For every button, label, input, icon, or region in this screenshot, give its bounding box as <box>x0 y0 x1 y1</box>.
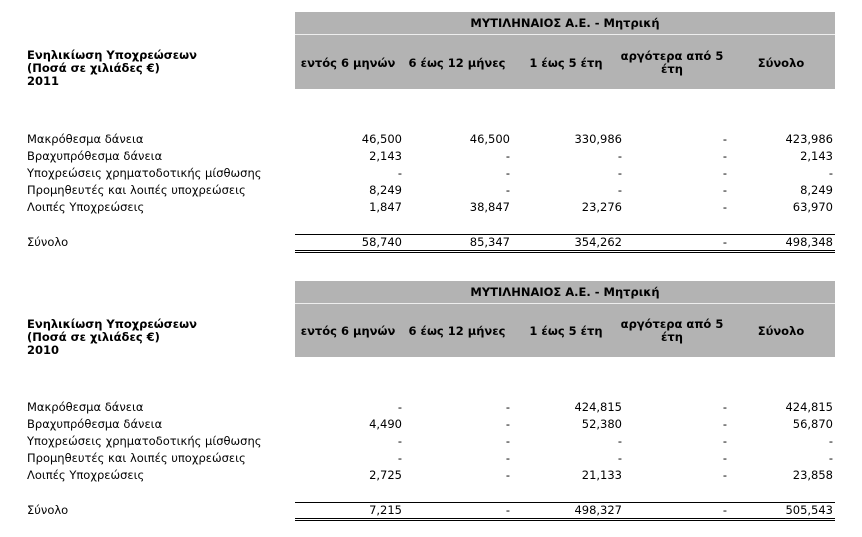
liabilities-table-2011 <box>0 12 862 252</box>
cell: - <box>617 149 622 163</box>
cell: - <box>828 166 833 180</box>
liabilities-table-2010 <box>0 281 862 521</box>
cell: - <box>722 166 727 180</box>
column-header-total: Σύνολο <box>757 56 805 70</box>
column-header-total: Σύνολο <box>757 324 805 338</box>
cell: - <box>722 149 727 163</box>
total-cell: - <box>722 503 727 517</box>
total-cell: 58,740 <box>361 235 402 249</box>
cell: - <box>722 400 727 414</box>
table-row <box>0 450 862 467</box>
cell: - <box>617 183 622 197</box>
cell: - <box>617 434 622 448</box>
cell: - <box>722 183 727 197</box>
cell: 2,725 <box>369 468 402 482</box>
cell: 56,870 <box>792 417 833 431</box>
cell: - <box>722 451 727 465</box>
cell: - <box>617 451 622 465</box>
cell: 8,249 <box>800 183 833 197</box>
table-title <box>27 318 197 357</box>
cell: 4,490 <box>369 417 402 431</box>
cell: - <box>722 132 727 146</box>
cell: 1,847 <box>369 200 402 214</box>
table-row <box>0 131 862 148</box>
cell: - <box>505 183 510 197</box>
cell: - <box>828 434 833 448</box>
table-row <box>0 148 862 165</box>
cell: 21,133 <box>581 468 622 482</box>
company-header: ΜΥΤΙΛΗΝΑΙΟΣ Α.Ε. - Μητρική <box>470 16 660 30</box>
cell: - <box>505 434 510 448</box>
cell: 424,815 <box>574 400 622 414</box>
company-header: ΜΥΤΙΛΗΝΑΙΟΣ Α.Ε. - Μητρική <box>470 285 660 299</box>
cell: - <box>505 468 510 482</box>
cell: 46,500 <box>361 132 402 146</box>
total-cell: 498,348 <box>785 235 833 249</box>
column-header-within-6-months: εντός 6 μηνών <box>300 324 396 338</box>
table-title <box>27 49 197 88</box>
cell: - <box>828 451 833 465</box>
total-cell: - <box>722 235 727 249</box>
row-label: Υποχρεώσεις χρηματοδοτικής μίσθωσης <box>27 166 262 180</box>
title-year: 2011 <box>27 74 60 88</box>
header-divider <box>295 303 835 304</box>
cell: 2,143 <box>369 149 402 163</box>
total-cell: 7,215 <box>369 503 402 517</box>
row-label: Βραχυπρόθεσμα δάνεια <box>27 149 163 163</box>
row-label: Βραχυπρόθεσμα δάνεια <box>27 417 163 431</box>
cell: 330,986 <box>574 132 622 146</box>
title-line-1: Ενηλικίωση Υποχρεώσεων <box>27 317 197 331</box>
total-cell: 505,543 <box>785 503 833 517</box>
row-label: Προμηθευτές και λοιπές υποχρεώσεις <box>27 451 246 465</box>
header-divider <box>295 34 835 35</box>
total-double-rule-1 <box>295 518 835 519</box>
cell: 52,380 <box>581 417 622 431</box>
cell: 46,500 <box>469 132 510 146</box>
total-label: Σύνολο <box>27 503 69 517</box>
total-cell: 498,327 <box>574 503 622 517</box>
total-double-rule-2 <box>295 520 835 521</box>
column-header-6-to-12-months: 6 έως 12 μήνες <box>408 56 506 70</box>
total-row <box>0 234 862 251</box>
table-row <box>0 433 862 450</box>
cell: - <box>397 451 402 465</box>
cell: 423,986 <box>785 132 833 146</box>
cell: - <box>397 400 402 414</box>
row-label: Μακρόθεσμα δάνεια <box>27 400 144 414</box>
cell: 8,249 <box>369 183 402 197</box>
total-cell: 85,347 <box>469 235 510 249</box>
title-year: 2010 <box>27 343 60 357</box>
title-line-1: Ενηλικίωση Υποχρεώσεων <box>27 48 197 62</box>
cell: 23,276 <box>581 200 622 214</box>
cell: - <box>505 417 510 431</box>
column-header-within-6-months: εντός 6 μηνών <box>300 56 396 70</box>
table-row <box>0 182 862 199</box>
table-row <box>0 199 862 216</box>
cell: 23,858 <box>792 468 833 482</box>
cell: - <box>617 166 622 180</box>
cell: - <box>505 166 510 180</box>
cell: - <box>397 434 402 448</box>
table-row <box>0 399 862 416</box>
column-header-1-to-5-years: 1 έως 5 έτη <box>529 56 603 70</box>
cell: - <box>722 434 727 448</box>
title-line-2: (Ποσά σε χιλιάδες €) <box>27 61 160 75</box>
total-double-rule-2 <box>295 252 835 253</box>
cell: - <box>722 468 727 482</box>
cell: - <box>397 166 402 180</box>
row-label: Υποχρεώσεις χρηματοδοτικής μίσθωσης <box>27 434 262 448</box>
column-header-1-to-5-years: 1 έως 5 έτη <box>529 324 603 338</box>
table-row <box>0 467 862 484</box>
cell: 2,143 <box>800 149 833 163</box>
total-cell: 354,262 <box>574 235 622 249</box>
cell: - <box>505 451 510 465</box>
row-label: Λοιπές Υποχρεώσεις <box>27 200 145 214</box>
table-row <box>0 416 862 433</box>
row-label: Λοιπές Υποχρεώσεις <box>27 468 145 482</box>
cell: - <box>722 200 727 214</box>
total-double-rule-1 <box>295 250 835 251</box>
cell: - <box>505 400 510 414</box>
row-label: Προμηθευτές και λοιπές υποχρεώσεις <box>27 183 246 197</box>
total-cell: - <box>505 503 510 517</box>
column-header-6-to-12-months: 6 έως 12 μήνες <box>408 324 506 338</box>
total-row <box>0 502 862 519</box>
table-row <box>0 165 862 182</box>
cell: 424,815 <box>785 400 833 414</box>
cell: - <box>505 149 510 163</box>
title-line-2: (Ποσά σε χιλιάδες €) <box>27 330 160 344</box>
column-header-over-5-years: αργότερα από 5 έτη <box>620 49 724 76</box>
total-label: Σύνολο <box>27 235 69 249</box>
cell: - <box>722 417 727 431</box>
cell: 38,847 <box>469 200 510 214</box>
row-label: Μακρόθεσμα δάνεια <box>27 132 144 146</box>
cell: 63,970 <box>792 200 833 214</box>
column-header-over-5-years: αργότερα από 5 έτη <box>620 317 724 344</box>
